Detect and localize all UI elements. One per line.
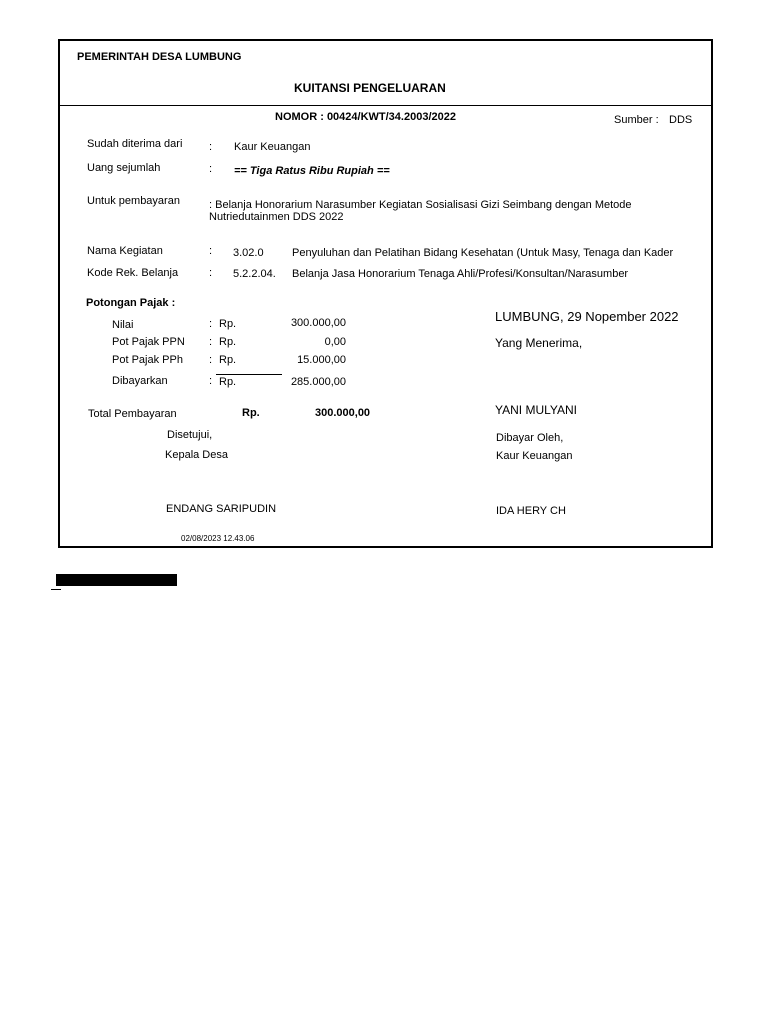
approved-name: ENDANG SARIPUDIN <box>166 503 277 515</box>
tax-row-currency: Rp. <box>219 318 237 330</box>
activity-sep: : <box>209 245 213 257</box>
source-value: DDS <box>669 114 693 126</box>
activity-code: 3.02.0 <box>233 247 264 259</box>
account-sep: : <box>209 267 213 279</box>
org-name: PEMERINTAH DESA LUMBUNG <box>77 51 242 63</box>
tax-row-currency: Rp. <box>219 336 237 348</box>
tax-row-amount: 15.000,00 <box>297 354 346 366</box>
paid-name: IDA HERY CH <box>496 505 566 517</box>
total-currency: Rp. <box>242 407 260 419</box>
tax-row-label: Nilai <box>112 319 134 331</box>
activity-value: Penyuluhan dan Pelatihan Bidang Kesehatan (Untuk Masy, Tenaga dan Kader <box>292 247 674 259</box>
approved-label: Disetujui, <box>167 429 213 441</box>
amount-words-value: == Tiga Ratus Ribu Rupiah == <box>234 165 390 177</box>
activity-label: Nama Kegiatan <box>87 245 163 257</box>
tax-row-label: Pot Pajak PPN <box>112 336 185 348</box>
receiver-label: Yang Menerima, <box>495 336 583 350</box>
amount-words-label: Uang sejumlah <box>87 162 161 174</box>
source-label: Sumber : <box>614 114 659 126</box>
tax-row-amount: 285.000,00 <box>290 376 346 388</box>
receiver-name: YANI MULYANI <box>495 403 578 417</box>
received-from-sep: : <box>209 141 213 153</box>
total-label: Total Pembayaran <box>88 408 177 420</box>
tax-row-currency: Rp. <box>219 354 237 366</box>
purpose-value: : Belanja Honorarium Narasumber Kegiatan Sosialisasi Gizi Seimbang dengan Metode Nutriedutainmen DDS 2022 <box>209 199 632 223</box>
tax-row-amount: 0,00 <box>324 336 346 348</box>
tax-row-sep: : <box>209 354 213 366</box>
account-label: Kode Rek. Belanja <box>87 267 179 279</box>
tax-row-label: Dibayarkan <box>112 375 168 387</box>
document-title: KUITANSI PENGELUARAN <box>294 81 446 95</box>
account-code: 5.2.2.04. <box>233 268 276 280</box>
amount-words-sep: : <box>209 163 213 175</box>
place-date: LUMBUNG, 29 Nopember 2022 <box>495 309 679 324</box>
paid-label: Dibayar Oleh, <box>496 432 564 444</box>
tax-row-sep: : <box>209 375 213 387</box>
tax-row-label: Pot Pajak PPh <box>112 354 183 366</box>
approved-role: Kepala Desa <box>165 449 228 461</box>
paid-role: Kaur Keuangan <box>496 450 573 462</box>
tax-row-amount: 300.000,00 <box>290 317 346 329</box>
tax-row-currency: Rp. <box>219 376 237 388</box>
redaction-mark <box>51 589 61 590</box>
received-from-label: Sudah diterima dari <box>87 138 183 150</box>
header-divider <box>58 105 713 106</box>
print-timestamp: 02/08/2023 12.43.06 <box>181 534 255 543</box>
tax-row-sep: : <box>209 336 213 348</box>
tax-heading: Potongan Pajak : <box>86 297 176 309</box>
account-value: Belanja Jasa Honorarium Tenaga Ahli/Profesi/Konsultan/Narasumber <box>292 268 629 280</box>
redaction-bar <box>56 574 177 586</box>
total-amount: 300.000,00 <box>315 407 371 419</box>
tax-row-sep: : <box>209 318 213 330</box>
document-number: NOMOR : 00424/KWT/34.2003/2022 <box>275 111 456 123</box>
received-from-value: Kaur Keuangan <box>234 141 311 153</box>
subtotal-line <box>216 374 282 375</box>
purpose-label: Untuk pembayaran <box>87 195 180 207</box>
